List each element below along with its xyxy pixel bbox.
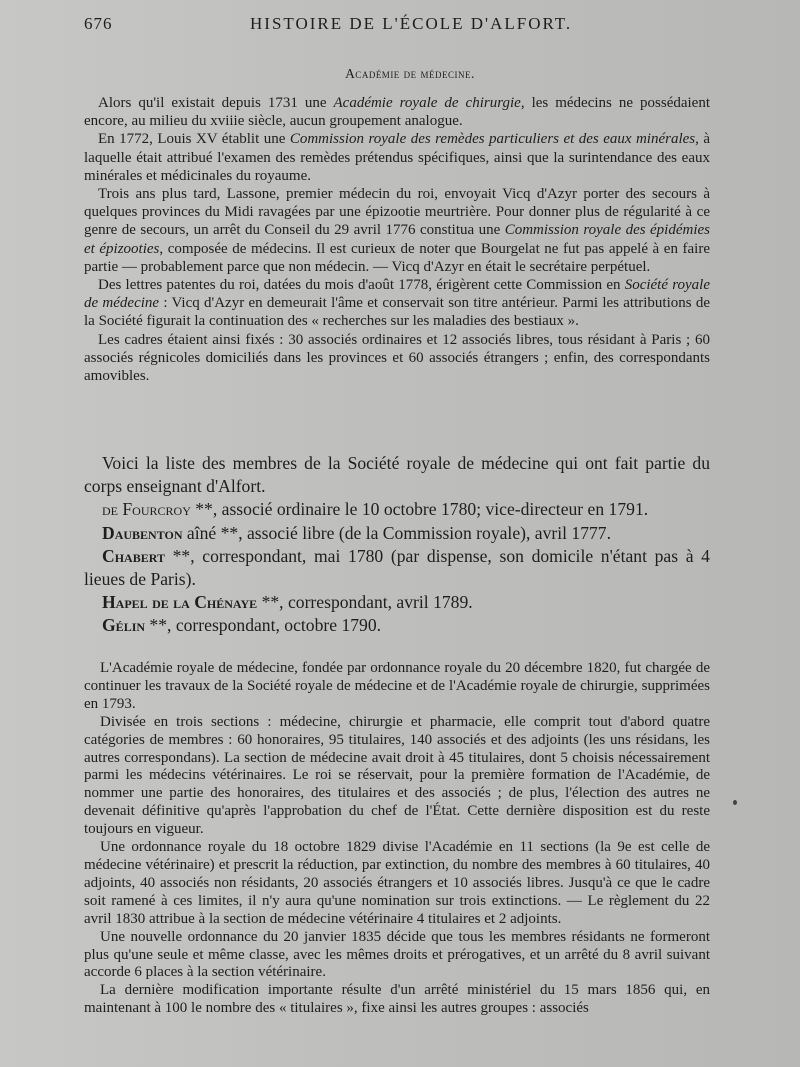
list-item: Chabert **, correspondant, mai 1780 (par dispense, son domicile n'étant pas à 4 lieues de Paris).	[84, 545, 710, 590]
list-intro: Voici la liste des membres de la Société royale de médecine qui ont fait partie du corps enseignant d'Alfort.	[84, 453, 710, 497]
section-title: Académie de médecine.	[345, 66, 475, 81]
paragraph: Une nouvelle ordonnance du 20 janvier 1835 décide que tous les membres résidants ne formeront plus qu'une seule et même classe, avec les mêmes droits et prérogatives, et un arrêté du 8 avril suivant accorde 6 places à la section vétérinaire.	[84, 928, 710, 981]
paragraph: Trois ans plus tard, Lassone, premier médecin du roi, envoyait Vicq d'Azyr porter des secours à quelques provinces du Midi ravagées par une épizootie meurtrière. Pour donner plus de régularité à ce genre de secours, un arrêt du Conseil du 29 avril 1776 constitua une Commission royale des épidémies et épizooties, composée de médecins. Il est curieux de noter que Bourgelat ne fut pas appelé à en faire partie — probablement parce que non médecin. — Vicq d'Azyr en était le secrétaire perpétuel.	[84, 186, 710, 275]
members-list	[84, 452, 710, 638]
list-item: de Fourcroy **, associé ordinaire le 10 octobre 1780; vice-directeur en 1791.	[102, 499, 649, 520]
academy-section	[84, 660, 710, 1018]
page-number: 676	[84, 14, 113, 33]
paragraph: En 1772, Louis XV établit une Commission royale des remèdes particuliers et des eaux minérales, à laquelle était attribué l'examen des remèdes prétendus spécifiques, ainsi que la surintendance des eaux minérales et médicinales du royaume.	[84, 131, 710, 184]
running-head: HISTOIRE DE L'ÉCOLE D'ALFORT.	[250, 14, 573, 33]
intro-section	[84, 94, 710, 385]
paragraph: La dernière modification importante résulte d'un arrêté ministériel du 15 mars 1856 qui, en maintenant à 100 le nombre des « titulaires », fixe ainsi les autres groupes : associés	[84, 982, 710, 1017]
paragraph: L'Académie royale de médecine, fondée par ordonnance royale du 20 décembre 1820, fut chargée de continuer les travaux de la Société royale de médecine et de l'Académie royale de chirurgie, supprimées en 1793.	[84, 660, 710, 712]
page-header	[0, 14, 800, 38]
paragraph: Les cadres étaient ainsi fixés : 30 associés ordinaires et 12 associés libres, tous résidant à Paris ; 60 associés régnicoles domiciliés dans les provinces et 60 associés étrangers ; enfin, des correspondants amovibles.	[84, 331, 710, 385]
list-item: Gélin **, correspondant, octobre 1790.	[102, 615, 382, 636]
paragraph: Divisée en trois sections : médecine, chirurgie et pharmacie, elle comprit tout d'abord quatre catégories de membres : 60 honoraires, 95 titulaires, 140 associés et des adjoints (les uns résidans, les autres correspondans). La section de médecine avait droit à 45 titulaires, dont 5 choisis nécessairement parmi les médecins vétérinaires. Le roi se réservait, pour la première formation de l'Académie, de nommer une partie des honoraires, des titulaires et des associés ; de plus, l'élection des autres ne devenait définitive qu'après l'approbation du chef de l'État. Cette dernière disposition est du reste toujours en vigueur.	[84, 713, 710, 838]
list-item: Hapel de la Chénaye **, correspondant, avril 1789.	[102, 592, 473, 613]
ink-spot	[733, 800, 737, 805]
paragraph: Des lettres patentes du roi, datées du mois d'août 1778, érigèrent cette Commission en Société royale de médecine : Vicq d'Azyr en demeurait l'âme et conservait son titre antérieur. Parmi les attributions de la Société figurait la continuation des « recherches sur les maladies des bestiaux ».	[84, 277, 710, 330]
list-item: Daubenton aîné **, associé libre (de la Commission royale), avril 1777.	[102, 522, 612, 543]
paragraph: Une ordonnance royale du 18 octobre 1829 divise l'Académie en 11 sections (la 9e est celle de médecine vétérinaire) et prescrit la réduction, par extinction, du nombre des membres à 60 titulaires, 40 adjoints, 40 associés non résidants, 20 associés étrangers et 10 associés libres. Jusqu'à ce que le cadre soit ramené à ces limites, il n'y aura qu'une nomination sur trois extinctions. — Le règlement du 22 avril 1830 attribue à la section de médecine vétérinaire 4 titulaires et 2 adjoints.	[84, 839, 710, 927]
paragraph: Alors qu'il existait depuis 1731 une Académie royale de chirurgie, les médecins ne possédaient encore, au milieu du xviiie siècle, aucun groupement analogue.	[84, 95, 711, 130]
